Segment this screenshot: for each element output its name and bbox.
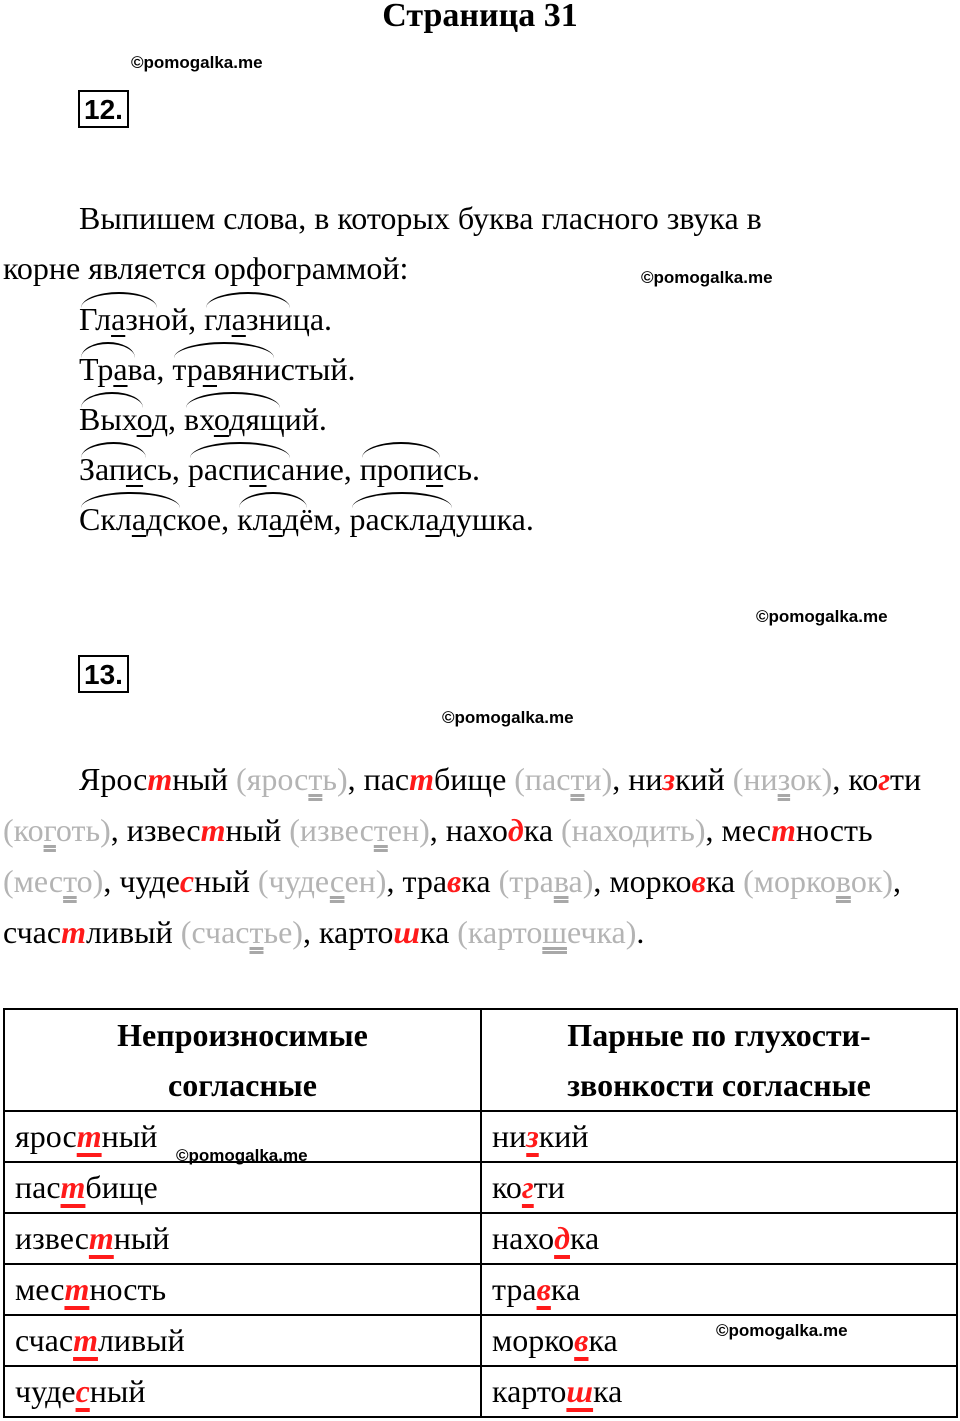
word: Складское	[79, 494, 221, 544]
highlight-consonant: в	[691, 863, 706, 899]
separator: ,	[171, 451, 188, 487]
root-arc	[81, 342, 135, 358]
orthogram-vowel: о	[136, 401, 152, 437]
cell-unpronounceable: пастбище	[4, 1162, 481, 1213]
root-arc	[81, 392, 143, 408]
cell-unpronounceable: местность	[4, 1264, 481, 1315]
task-12-number: 12.	[78, 90, 129, 128]
check-word: (трава)	[498, 863, 594, 899]
check-consonant: т	[373, 812, 388, 848]
word: Запись	[79, 444, 172, 494]
separator: ,	[156, 351, 173, 387]
cell-paired: картошка	[481, 1366, 957, 1417]
word-line	[79, 294, 332, 344]
highlight-consonant: т	[147, 761, 173, 797]
check-word: (ярость)	[235, 761, 348, 797]
highlight-consonant: ш	[393, 914, 420, 950]
word: местность	[721, 812, 873, 848]
watermark: ©pomogalka.me	[641, 268, 773, 287]
highlight-consonant: т	[60, 1169, 86, 1205]
highlight-consonant: т	[76, 1118, 102, 1154]
table-row	[4, 1162, 957, 1213]
separator: ,	[221, 501, 238, 537]
word: Яростный	[79, 761, 236, 797]
cell-paired: низкий	[481, 1111, 957, 1162]
check-consonant: с	[329, 863, 345, 899]
highlight-consonant: д	[507, 812, 524, 848]
highlight-consonant: т	[64, 1271, 90, 1307]
check-word: (чудесен)	[257, 863, 387, 899]
word: кладём	[237, 494, 333, 544]
highlight-consonant: з	[526, 1118, 539, 1154]
highlight-consonant: т	[88, 1220, 114, 1256]
root-arc	[362, 442, 441, 458]
check-consonant: г	[43, 812, 56, 848]
check-consonant: т	[63, 863, 77, 899]
table-row	[4, 1366, 957, 1417]
check-consonant: т	[249, 914, 264, 950]
check-consonant: т	[570, 761, 585, 797]
separator: .	[318, 401, 327, 437]
check-word: (пасти)	[514, 761, 613, 797]
word: травка	[402, 863, 499, 899]
task-13-number: 13.	[78, 655, 129, 693]
table-row	[4, 1264, 957, 1315]
separator: .	[324, 301, 333, 337]
orthogram-vowel: и	[125, 451, 144, 487]
cell-paired: морковка	[481, 1315, 957, 1366]
root-arc	[174, 342, 274, 358]
word: расписание	[188, 444, 344, 494]
check-consonant: ш	[542, 914, 567, 950]
task-12-intro-line-2: корне является орфограммой:	[3, 250, 409, 286]
word: известный	[126, 812, 290, 848]
highlight-consonant: т	[409, 761, 435, 797]
watermark: ©pomogalka.me	[756, 607, 888, 626]
word-line	[79, 394, 327, 444]
word: пастбище	[363, 761, 515, 797]
word: глазница	[204, 294, 324, 344]
word-line	[79, 444, 480, 494]
separator: ,	[333, 501, 350, 537]
word-line	[79, 344, 355, 394]
orthogram-vowel: а	[202, 351, 217, 387]
check-consonant: д	[632, 812, 650, 848]
word: Трава	[79, 344, 156, 394]
watermark: ©pomogalka.me	[716, 1321, 848, 1340]
watermark: ©pomogalka.me	[442, 708, 574, 727]
root-arc	[239, 492, 307, 508]
highlight-consonant: т	[61, 914, 86, 950]
cell-unpronounceable: счастливый	[4, 1315, 481, 1366]
cell-unpronounceable: яростный	[4, 1111, 481, 1162]
word: пропись	[360, 444, 472, 494]
word: картошка	[318, 914, 458, 950]
root-arc	[81, 442, 146, 458]
highlight-consonant: т	[770, 812, 796, 848]
table-row	[4, 1213, 957, 1264]
root-arc	[352, 492, 452, 508]
word: морковка	[609, 863, 744, 899]
check-word: (находить)	[561, 812, 706, 848]
highlight-consonant: т	[200, 812, 226, 848]
word-line	[79, 494, 534, 544]
orthogram-vowel: о	[213, 401, 229, 437]
root-arc	[81, 292, 157, 308]
separator: ,	[167, 401, 184, 437]
word: когти	[848, 761, 922, 797]
separator: .	[471, 451, 480, 487]
word: низкий	[628, 761, 733, 797]
check-word: (картошечка)	[457, 914, 637, 950]
check-consonant: в	[553, 863, 569, 899]
orthogram-vowel: а	[425, 501, 440, 537]
separator: ,	[343, 451, 360, 487]
table-row	[4, 1111, 957, 1162]
word: Выход	[79, 394, 168, 444]
check-word: (счастье)	[180, 914, 303, 950]
orthogram-vowel: и	[249, 451, 267, 487]
highlight-consonant: т	[73, 1322, 98, 1358]
word: входящий	[184, 394, 319, 444]
cell-paired: травка	[481, 1264, 957, 1315]
check-word: (коготь)	[3, 812, 111, 848]
separator: ,	[188, 301, 205, 337]
cell-unpronounceable: чудесный	[4, 1366, 481, 1417]
root-arc	[206, 292, 290, 308]
check-word: (место)	[3, 863, 104, 899]
cell-paired: когти	[481, 1162, 957, 1213]
word: счастливый	[3, 914, 181, 950]
watermark: ©pomogalka.me	[131, 53, 263, 72]
check-word: (известен)	[289, 812, 430, 848]
check-consonant: т	[308, 761, 323, 797]
word: чудесный	[119, 863, 258, 899]
word: раскладушка	[350, 494, 526, 544]
highlight-consonant: з	[662, 761, 675, 797]
task-12-intro-line-1: Выпишем слова, в которых буква гласного звука в	[79, 200, 762, 236]
highlight-consonant: д	[554, 1220, 570, 1256]
check-consonant: з	[777, 761, 791, 797]
orthogram-vowel: и	[426, 451, 444, 487]
highlight-consonant: ш	[566, 1373, 594, 1409]
orthogram-vowel: а	[131, 501, 147, 537]
watermark: ©pomogalka.me	[176, 1146, 308, 1165]
highlight-consonant: с	[75, 1373, 90, 1409]
orthogram-vowel: а	[268, 501, 283, 537]
orthogram-vowel: а	[231, 301, 246, 337]
root-arc	[81, 492, 180, 508]
root-arc	[190, 442, 290, 458]
highlight-consonant: в	[536, 1271, 551, 1307]
highlight-consonant: г	[521, 1169, 534, 1205]
check-word: (морковок)	[743, 863, 894, 899]
check-consonant: в	[835, 863, 851, 899]
check-word: (низок)	[732, 761, 833, 797]
highlight-consonant: с	[179, 863, 195, 899]
word: Глазной	[79, 294, 188, 344]
word: травянистый	[172, 344, 347, 394]
separator: .	[347, 351, 356, 387]
highlight-consonant: в	[447, 863, 462, 899]
table-header-unpronounceable: Непроизносимые согласные	[4, 1009, 481, 1111]
cell-paired: находка	[481, 1213, 957, 1264]
word: находка	[445, 812, 562, 848]
task-13-paragraph: Яростный (ярость), пастбище (пасти), низкий (низок), когти (коготь), известный (известен), находка (находить), местность (место), чудесный (чудесен), травка (трава), морковка (морковок), счастливый (счастье), картошка (картошечка).	[3, 761, 922, 950]
highlight-consonant: в	[574, 1322, 589, 1358]
page-title: Страница 31	[382, 0, 578, 34]
root-arc	[186, 392, 280, 408]
table-header-paired: Парные по глухости- звонкости согласные	[481, 1009, 957, 1111]
orthogram-vowel: а	[111, 301, 126, 337]
separator: .	[525, 501, 534, 537]
cell-unpronounceable: известный	[4, 1213, 481, 1264]
highlight-consonant: г	[878, 761, 891, 797]
consonants-table	[3, 1008, 958, 1418]
orthogram-vowel: а	[113, 351, 128, 387]
